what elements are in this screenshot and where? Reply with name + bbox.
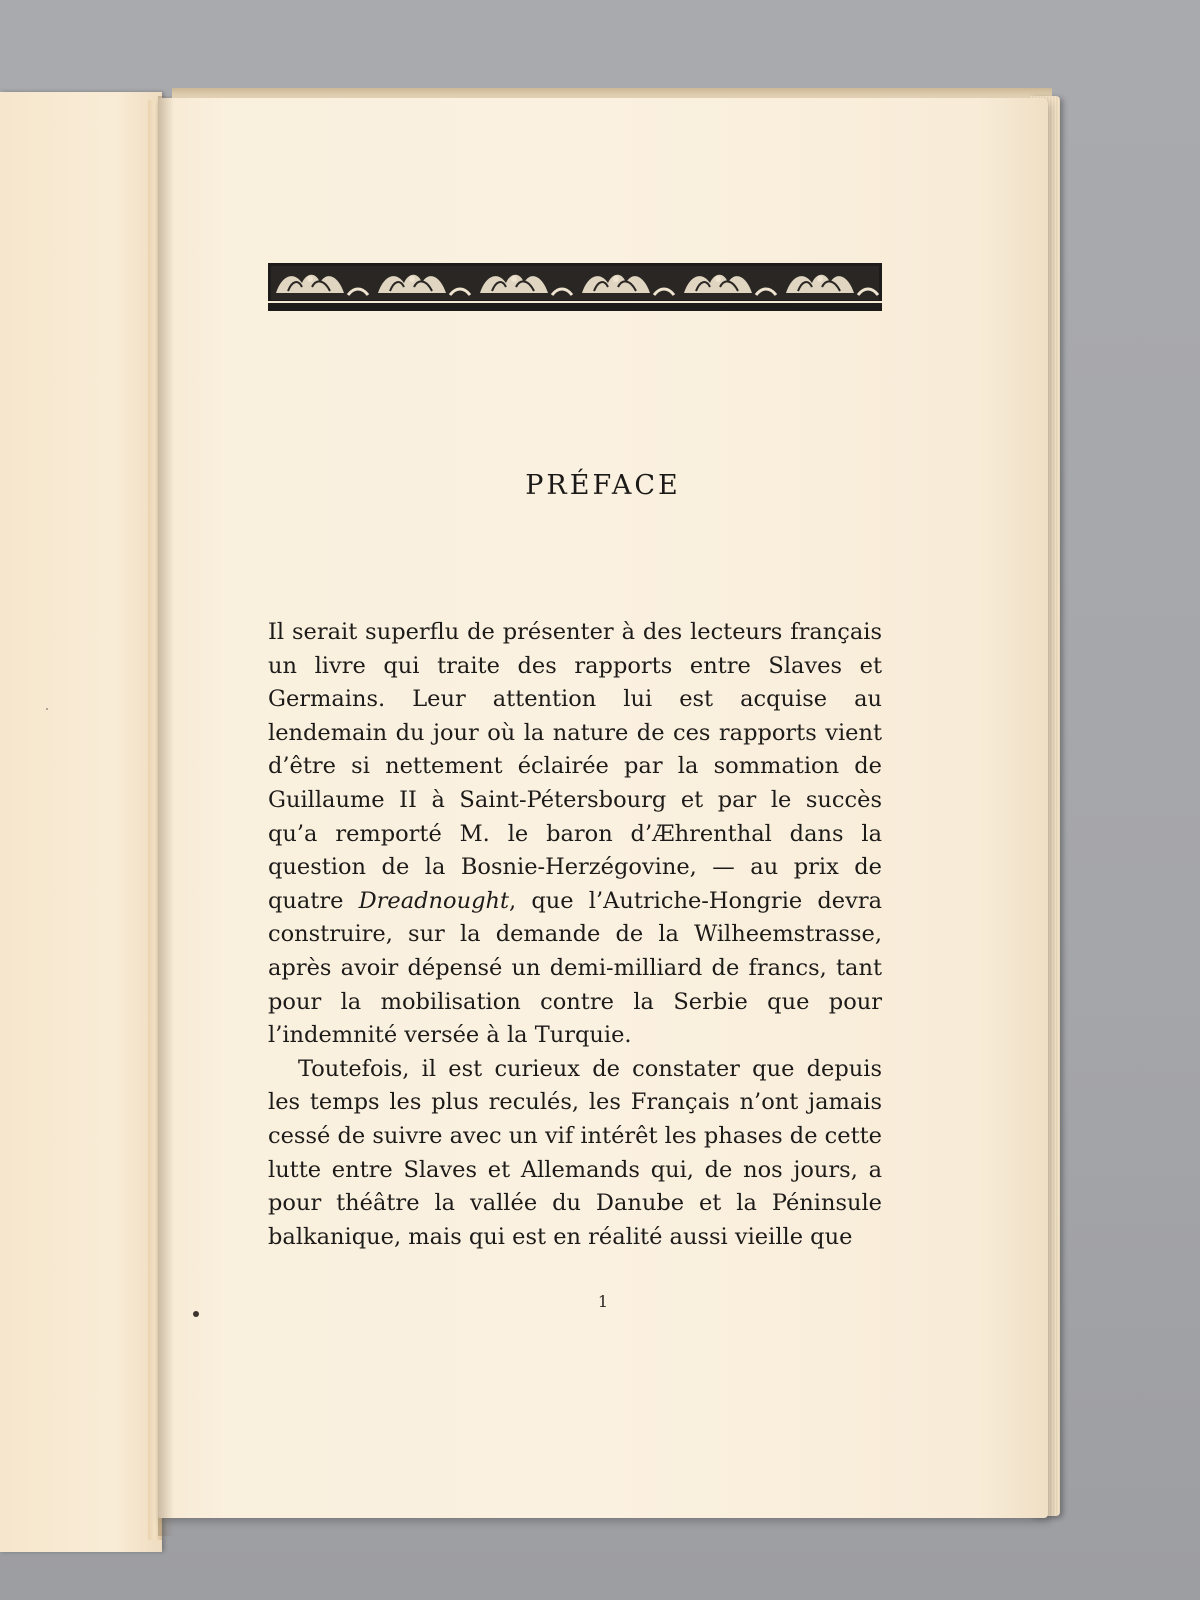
paragraph — [268, 616, 882, 1053]
preface-body — [268, 616, 882, 1254]
italic-ship-name: Dreadnought — [358, 887, 510, 914]
gutter-shadow — [158, 96, 174, 1536]
paper-speck — [193, 1311, 199, 1317]
page-number: 1 — [597, 1292, 609, 1311]
paper-speck — [46, 708, 48, 710]
paragraph-text: , que l’Autriche-Hongrie devra construire, sur la demande de la Wilheemstrasse, après avoir dépensé un demi-milliard de francs, tant pour la mobilisation contre la Serbie que pour l’indemnité versée à la Turquie. — [268, 887, 882, 1049]
decorative-headpiece-ornament — [268, 263, 882, 311]
paragraph-text: Il serait superflu de présenter à des lecteurs français un livre qui traite des rapports entre Slaves et Germains. Leur attention lui est acquise au lendemain du jour où la nature de ces rapports vient d’être si nettement éclairée par la sommation de Guillaume II à Saint-Pétersbourg et par le succès qu’a remporté M. le baron d’Æhrenthal dans la question de la Bosnie-Herzégovine, — au prix de quatre — [268, 619, 882, 914]
paragraph: Toutefois, il est curieux de constater que depuis les temps les plus reculés, les Français n’ont jamais cessé de suivre avec un vif intérêt les phases de cette lutte entre Slaves et Allemands qui, de nos jours, a pour théâtre la vallée du Danube et la Péninsule balkanique, mais qui est en réalité aussi vieille que — [268, 1055, 882, 1250]
page-title: PRÉFACE — [525, 470, 681, 501]
left-page — [0, 92, 162, 1552]
